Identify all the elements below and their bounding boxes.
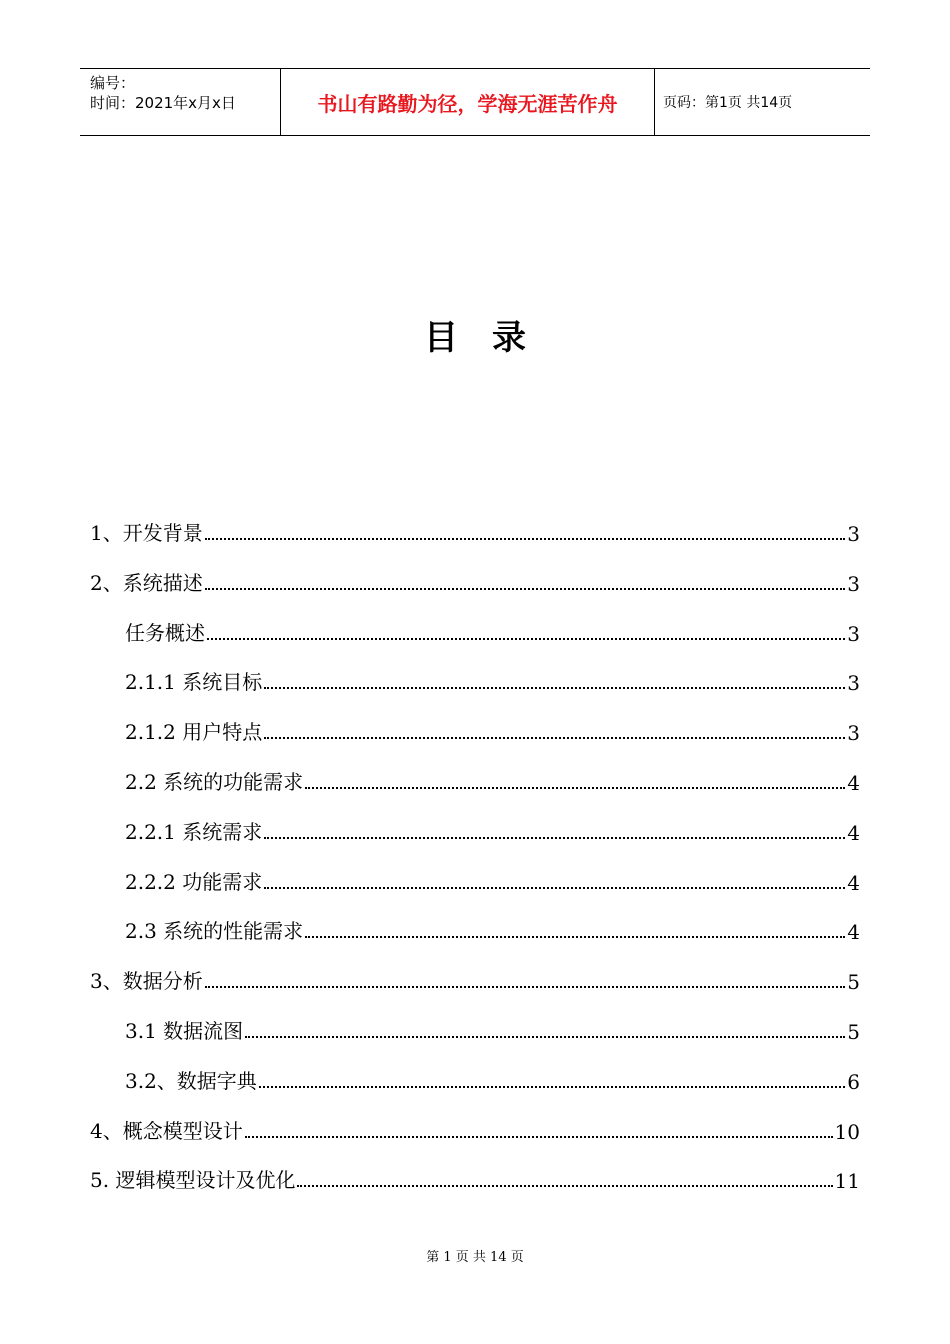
toc-entry-label: 2.2 系统的功能需求: [125, 770, 304, 794]
toc-entry-label: 1、开发背景: [90, 521, 203, 545]
toc-dot-leader: [245, 1036, 845, 1038]
toc-entry-page: 4: [847, 820, 860, 845]
toc-entry-label: 3.1 数据流图: [125, 1019, 244, 1043]
toc-entry[interactable]: [125, 667, 860, 695]
toc-entry-label: 2.1.1 系统目标: [125, 670, 263, 695]
toc-dot-leader: [205, 986, 846, 988]
toc-entry-label: 2.1.2 用户特点: [125, 720, 263, 745]
toc-dot-leader: [259, 1086, 845, 1088]
toc-dot-leader: [264, 687, 845, 689]
toc-entry[interactable]: [90, 568, 860, 596]
header-page-info: 页码：第1页 共14页: [663, 95, 793, 111]
toc-entry[interactable]: [90, 1116, 860, 1144]
toc-dot-leader: [264, 737, 845, 739]
toc-dot-leader: [207, 638, 845, 640]
toc-entry-label: 4、概念模型设计: [90, 1118, 243, 1143]
document-number: 编号：: [90, 74, 136, 92]
toc-entry[interactable]: [125, 867, 860, 895]
toc-entry-label: 2.2.1 系统需求: [125, 819, 263, 844]
toc-dot-leader: [305, 936, 845, 938]
toc-entry-page: 6: [847, 1069, 860, 1094]
header-meta: [80, 69, 281, 135]
toc-entry[interactable]: [90, 1165, 860, 1193]
header-motto: 书山有路勤为径，学海无涯苦作舟: [281, 69, 655, 135]
toc-entry-page: 3: [847, 671, 860, 696]
toc-entry[interactable]: [90, 518, 860, 546]
toc-entry-label: 5. 逻辑模型设计及优化: [90, 1168, 296, 1193]
toc-entry-label: 3、数据分析: [90, 969, 203, 994]
toc-entry-page: 11: [834, 1169, 860, 1194]
page-footer: 第 1 页 共 14 页: [426, 1250, 524, 1265]
toc-entry-label: 任务概述: [125, 620, 205, 645]
toc-dot-leader: [205, 588, 846, 590]
toc-entry[interactable]: [125, 916, 860, 944]
toc-entry-page: 3: [847, 522, 860, 546]
toc-entry[interactable]: [125, 817, 860, 845]
toc-entry[interactable]: [125, 717, 860, 745]
toc-entry-page: 5: [847, 970, 860, 995]
toc-dot-leader: [245, 1136, 833, 1138]
toc-entry-label: 3.2、数据字典: [125, 1068, 257, 1093]
toc-entry-page: 3: [847, 621, 860, 646]
document-date: 时间：2021年x月x日: [90, 94, 236, 112]
toc-entry[interactable]: [125, 767, 860, 795]
toc-entry-label: 2.3 系统的性能需求: [125, 919, 304, 944]
toc-entry-page: 5: [847, 1020, 860, 1044]
toc-entry-label: 2、系统描述: [90, 570, 203, 595]
toc-entry-page: 3: [847, 571, 860, 596]
toc-dot-leader: [205, 538, 846, 540]
page-title: 目录: [424, 318, 560, 358]
toc-entry[interactable]: [90, 966, 860, 994]
toc-dot-leader: [297, 1185, 832, 1187]
toc-entry-page: 4: [847, 771, 860, 795]
toc-entry-label: 2.2.2 功能需求: [125, 869, 263, 894]
toc-entry[interactable]: [125, 1066, 860, 1094]
toc-dot-leader: [305, 787, 845, 789]
toc-dot-leader: [264, 837, 845, 839]
toc-entry-page: 3: [847, 721, 860, 746]
toc-entry-page: 4: [847, 870, 860, 895]
page-header: [80, 68, 870, 136]
toc-entry-page: 10: [834, 1119, 860, 1144]
toc-entry-page: 4: [847, 920, 860, 945]
toc-entry[interactable]: [125, 1016, 860, 1044]
toc-dot-leader: [264, 887, 845, 889]
toc-entry[interactable]: [125, 618, 860, 646]
